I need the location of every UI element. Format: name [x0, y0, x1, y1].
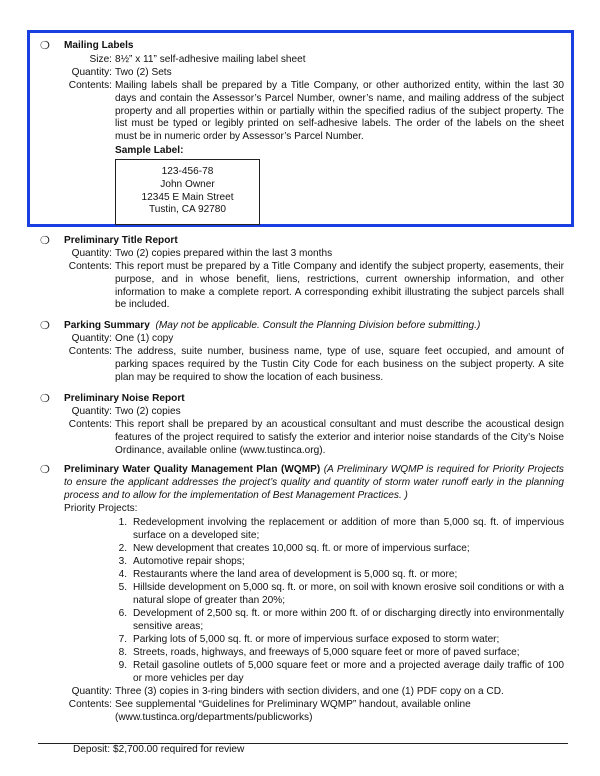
section-title: Preliminary Noise Report — [64, 393, 185, 404]
section-title: Preliminary Water Quality Management Plan (WQMP) (A Preliminary WQMP is required for Priority Projects to ensure the applicant addresses the project’s quality and quantity of storm water runoff early in the planning process and to allow for the implementation of Best Management Practices. ) — [64, 464, 564, 501]
contents-label: Contents: — [68, 699, 112, 710]
quantity-value: Two (2) Sets — [115, 67, 172, 78]
deposit-label: Deposit: — [72, 744, 110, 755]
priority-projects-list: 1. Redevelopment involving the replacement or addition of more than 5,000 sq. ft. of impervious surface on a developed site; 2. New development that creates 10,000 sq. ft. or more of impervious surface; 3. Automotive repair shops; 4. Restaurants where the land area of development is 5,000 sq. ft. or more; 5. Hillside development on 5,000 sq. ft. or more, on soil with known erosive soil conditions or with a natural slope of greater than 20%; 6. Development of 2,500 sq. ft. or more within 200 ft. of or discharging directly into environmentally sensitive areas; 7. Parking lots of 5,000 sq. ft. or more of impervious surface exposed to storm water; 8. Streets, roads, highways, and freeways of 5,000 square feet or more of paved surface; 9. Retail gasoline outlets of 5,000 square feet or more and a projected average daily traffic of 100 or more vehicles per day — [118, 517, 564, 684]
quantity-value: Two (2) copies prepared within the last 3 months — [115, 248, 333, 259]
contents-label: Contents: — [68, 419, 112, 430]
sample-line: 123-456-78 — [161, 166, 214, 177]
size-label: Size: — [89, 54, 112, 65]
quantity-value: Two (2) copies — [115, 406, 181, 417]
section-title: Mailing Labels — [64, 40, 134, 51]
contents-value: This report shall be prepared by an acoustical consultant and must describe the acoustical design features of the project required to satisfy the exterior and interior noise standards of the City’s Noise Ordinance, available online (www.tustinca.org). — [115, 419, 564, 456]
section-note: (May not be applicable. Consult the Planning Division before submitting.) — [155, 320, 481, 331]
bullet-icon: ❍ — [40, 393, 50, 405]
contents-value: See supplemental “Guidelines for Preliminary WQMP” handout, available online (www.tustinca.org/departments/publicworks) — [115, 699, 471, 723]
sample-label-title: Sample Label: — [115, 145, 184, 156]
contents-value: The address, suite number, business name, type of use, square feet occupied, and amount of parking spaces required by the Tustin City Code for each business on the subject property. A site plan may be required to show the location of each business. — [115, 346, 564, 383]
sample-line: Tustin, CA 92780 — [148, 204, 227, 216]
contents-label: Contents: — [68, 261, 112, 272]
bullet-icon: ❍ — [40, 320, 50, 332]
bullet-icon: ❍ — [40, 464, 50, 476]
contents-value: Mailing labels shall be prepared by a Title Company, or other authorized entity, within the last 30 days and contain the Assessor’s Parcel Number, owner’s name, and mailing address of the subject property and all properties within or partially within the specified radius of the subject property. The list must be typed or legibly printed on self-adhesive labels. The order of the labels on the sheet must be in numeric order by Assessor’s Parcel Number. — [115, 80, 564, 143]
sample-line: John Owner — [160, 178, 215, 190]
deposit-value: $2,700.00 required for review — [113, 744, 245, 755]
quantity-value: Three (3) copies in 3-ring binders with section dividers, and one (1) PDF copy on a CD. — [115, 686, 504, 697]
priority-projects-label: Priority Projects: — [64, 503, 138, 514]
size-value: 8½” x 11” self-adhesive mailing label sheet — [115, 54, 306, 65]
contents-label: Contents: — [68, 346, 112, 357]
sample-line: 12345 E Main Street — [141, 191, 234, 203]
quantity-label: Quantity: — [71, 248, 112, 259]
quantity-value: One (1) copy — [115, 333, 174, 344]
quantity-label: Quantity: — [71, 333, 112, 344]
contents-value: This report must be prepared by a Title Company and identify the subject property, easements, their purpose, and in whose benefit, liens, restrictions, current ownership information, and other information to make a complete report. A corresponding exhibit illustrating the subject parcels shall be included. — [115, 261, 564, 311]
bullet-icon: ❍ — [40, 235, 50, 247]
bullet-icon: ❍ — [40, 40, 50, 52]
section-title: Parking Summary (May not be applicable. Consult the Planning Division before submitting.) — [64, 320, 481, 331]
quantity-label: Quantity: — [71, 67, 112, 78]
quantity-label: Quantity: — [71, 406, 112, 417]
sample-label-box — [115, 159, 260, 225]
quantity-label: Quantity: — [71, 686, 112, 697]
section-title: Preliminary Title Report — [64, 235, 178, 246]
section-note: (A Preliminary WQMP is required for Priority Projects to ensure the applicant addresses the project’s quality and quantity of storm water runoff early in the planning process and to allow for the implementation of Best Management Practices. ) — [64, 464, 564, 501]
contents-label: Contents: — [68, 80, 112, 91]
